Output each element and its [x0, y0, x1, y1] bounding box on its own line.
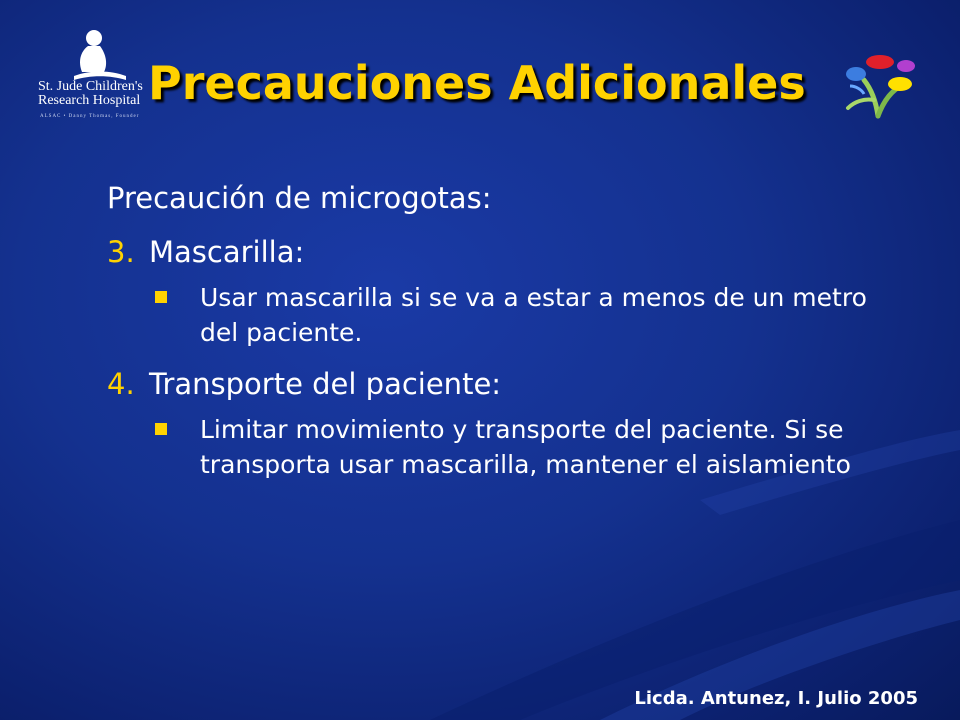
logo-name-line2: Research Hospital — [38, 93, 141, 108]
bullet-item — [155, 280, 907, 350]
list-item-transporte — [107, 364, 907, 404]
square-bullet-icon — [155, 423, 167, 435]
bullet-text: Limitar movimiento y transporte del paciente. Si se transporta usar mascarilla, mantener el aislamiento — [200, 415, 851, 479]
st-jude-logo — [30, 28, 160, 128]
list-heading: Transporte del paciente: — [149, 367, 502, 401]
list-item-mascarilla — [107, 232, 907, 272]
square-bullet-icon — [155, 291, 167, 303]
child-silhouette-icon — [30, 28, 160, 84]
list-heading: Mascarilla: — [149, 235, 305, 269]
bullet-item — [155, 412, 907, 482]
list-number: 3. — [107, 235, 135, 269]
slide-title: Precauciones Adicionales — [148, 56, 806, 110]
list-number: 4. — [107, 367, 135, 401]
intro-heading: Precaución de microgotas: — [107, 181, 492, 215]
logo-founder: ALSAC • Danny Thomas, Founder — [40, 114, 140, 119]
slide-content — [107, 178, 907, 482]
logo-name-line1: St. Jude Children's — [38, 79, 143, 94]
footer-credit: Licda. Antunez, I. Julio 2005 — [634, 688, 918, 709]
flower-icon — [834, 50, 926, 122]
bullet-text: Usar mascarilla si se va a estar a menos de un metro del paciente. — [200, 283, 867, 347]
